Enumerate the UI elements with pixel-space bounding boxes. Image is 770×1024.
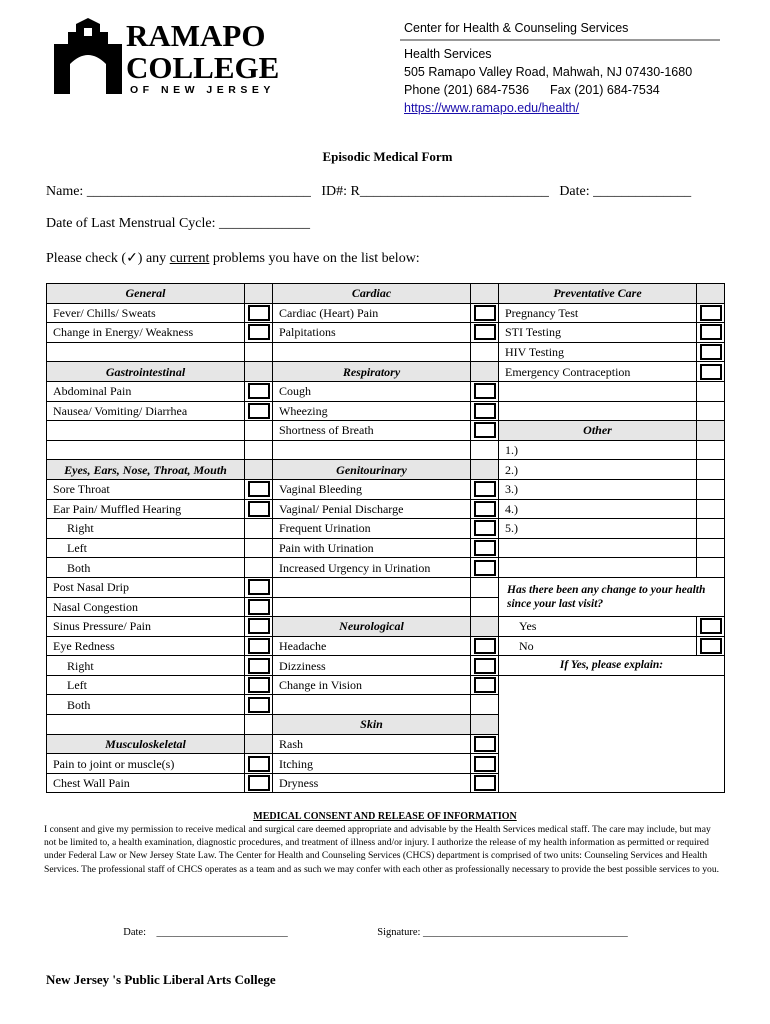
empty-cell: [697, 381, 725, 401]
form-title: Episodic Medical Form: [322, 149, 453, 164]
logo-line-2: COLLEGE: [126, 50, 280, 85]
symptom-label: Left: [47, 675, 245, 695]
gray-cell: [245, 734, 273, 754]
consent-body: I consent and give my permission to receive medical and surgical care deemed appropriate and advisable by the Health Services medical staff. The care may include, but may not be limited to, a health examination, diagnostic procedures, and treatment of illness and/or injury. I authorize the release of my health information as permitted or required under Federal Law or New Jersey State Law. The Center for Health and Counseling Services (CHCS) department is comprised of two units: Counseling Services and Health Services. The professional staff of CHCS operates as a team and as such we may confer with each other as professionally necessary to provide the best possible services to you.: [44, 824, 720, 875]
symptom-label: STI Testing: [499, 323, 697, 343]
checkbox[interactable]: [474, 305, 496, 321]
table-row: [47, 440, 725, 460]
section-heading: Eyes, Ears, Nose, Throat, Mouth: [47, 460, 245, 480]
checkbox-cell[interactable]: [245, 479, 273, 499]
checkbox[interactable]: [248, 697, 270, 713]
symptom-label: Both: [47, 558, 245, 578]
table-row: [47, 499, 725, 519]
symptom-label: [273, 695, 471, 715]
checkbox[interactable]: [248, 481, 270, 497]
symptom-label: Post Nasal Drip: [47, 577, 245, 597]
empty-cell: [697, 558, 725, 578]
checkbox-cell[interactable]: [471, 519, 499, 539]
gray-cell: [245, 362, 273, 382]
checkbox-cell[interactable]: [245, 636, 273, 656]
symptom-label: If Yes, please explain:: [499, 656, 725, 676]
table-row: [47, 362, 725, 382]
empty-cell: [697, 538, 725, 558]
empty-cell: [697, 401, 725, 421]
symptom-label: Sinus Pressure/ Pain: [47, 617, 245, 637]
section-heading: Other: [499, 421, 697, 441]
symptom-label: Shortness of Breath: [273, 421, 471, 441]
table-row: [47, 284, 725, 304]
checkbox[interactable]: [474, 520, 496, 536]
header-block: [404, 45, 692, 117]
checkbox[interactable]: [474, 756, 496, 772]
checkbox-cell[interactable]: [697, 617, 725, 637]
gray-cell: [697, 421, 725, 441]
checkbox[interactable]: [248, 756, 270, 772]
section-heading: Gastrointestinal: [47, 362, 245, 382]
checkbox-cell[interactable]: [245, 695, 273, 715]
lmp-line[interactable]: Date of Last Menstrual Cycle: _____________: [46, 216, 311, 231]
checkbox[interactable]: [474, 658, 496, 674]
empty-cell: [697, 519, 725, 539]
logo-line-3: OF NEW JERSEY: [130, 84, 275, 96]
empty-cell: [471, 577, 499, 597]
checkbox-cell[interactable]: [245, 323, 273, 343]
table-row: [47, 675, 725, 695]
checkbox-cell[interactable]: [245, 381, 273, 401]
symptom-label: [273, 597, 471, 617]
gray-cell: [471, 460, 499, 480]
table-row: [47, 381, 725, 401]
gray-cell: [471, 715, 499, 735]
checkbox-cell[interactable]: [245, 401, 273, 421]
symptom-label: [499, 558, 697, 578]
checkbox[interactable]: [700, 324, 722, 340]
phone-fax: [404, 81, 692, 99]
empty-cell: [245, 538, 273, 558]
symptom-label: Palpitations: [273, 323, 471, 343]
date-label: Date:: [123, 927, 146, 938]
section-heading: Respiratory: [273, 362, 471, 382]
table-row: [47, 421, 725, 441]
checkbox[interactable]: [474, 560, 496, 576]
checkbox[interactable]: [474, 324, 496, 340]
checkbox-cell[interactable]: [471, 381, 499, 401]
date-field[interactable]: _________________________: [156, 927, 288, 938]
checkbox[interactable]: [248, 775, 270, 791]
symptom-label: Pain with Urination: [273, 538, 471, 558]
checkbox[interactable]: [248, 638, 270, 654]
checkbox-cell[interactable]: [697, 303, 725, 323]
section-heading: Neurological: [273, 617, 471, 637]
empty-cell: [245, 558, 273, 578]
checkbox-cell[interactable]: [697, 636, 725, 656]
checkbox[interactable]: [248, 599, 270, 615]
table-row: [47, 401, 725, 421]
symptom-label: Right: [47, 519, 245, 539]
symptom-label: Dryness: [273, 773, 471, 793]
symptom-label: Pregnancy Test: [499, 303, 697, 323]
checkbox-cell[interactable]: [245, 577, 273, 597]
checkbox[interactable]: [700, 364, 722, 380]
dept-name: Health Services: [404, 47, 492, 61]
symptom-label: Has there been any change to your health since your last visit?: [499, 577, 725, 616]
checkbox[interactable]: [700, 305, 722, 321]
checkbox-cell[interactable]: [245, 499, 273, 519]
symptom-label: Vaginal/ Penial Discharge: [273, 499, 471, 519]
table-row: [47, 636, 725, 656]
checkbox-cell[interactable]: [697, 323, 725, 343]
checkbox[interactable]: [700, 344, 722, 360]
fax: Fax (201) 684-7534: [549, 83, 660, 97]
symptom-label: [499, 381, 697, 401]
symptom-label: Itching: [273, 754, 471, 774]
symptom-label: Increased Urgency in Urination: [273, 558, 471, 578]
symptom-label: [47, 421, 245, 441]
checkbox[interactable]: [248, 658, 270, 674]
checkbox-cell[interactable]: [471, 323, 499, 343]
empty-cell: [697, 460, 725, 480]
checkbox[interactable]: [248, 501, 270, 517]
symptom-label: 5.): [499, 519, 697, 539]
gray-cell: [471, 284, 499, 304]
checkbox-cell[interactable]: [245, 773, 273, 793]
section-heading: Preventative Care: [499, 284, 697, 304]
checkbox[interactable]: [474, 481, 496, 497]
table-row: [47, 519, 725, 539]
table-row: [47, 656, 725, 676]
symptom-label: Cardiac (Heart) Pain: [273, 303, 471, 323]
checkbox[interactable]: [248, 403, 270, 419]
gray-cell: [471, 617, 499, 637]
checkbox[interactable]: [474, 422, 496, 438]
symptom-label: Rash: [273, 734, 471, 754]
symptom-label: Change in Vision: [273, 675, 471, 695]
signature-label: Signature:: [377, 927, 421, 938]
symptom-label: Left: [47, 538, 245, 558]
symptom-table: [46, 283, 725, 793]
gray-cell: [245, 460, 273, 480]
checkbox-cell[interactable]: [471, 479, 499, 499]
table-row: [47, 538, 725, 558]
gray-cell: [471, 362, 499, 382]
symptom-label: No: [499, 636, 697, 656]
symptom-label: Cough: [273, 381, 471, 401]
checkbox[interactable]: [248, 618, 270, 634]
symptom-label: 4.): [499, 499, 697, 519]
symptom-label: Emergency Contraception: [499, 362, 697, 382]
checkbox[interactable]: [700, 638, 722, 654]
checkbox-cell[interactable]: [471, 401, 499, 421]
checkbox[interactable]: [248, 383, 270, 399]
gray-cell: [697, 284, 725, 304]
checkbox-cell[interactable]: [471, 656, 499, 676]
signature-field[interactable]: _______________________________________: [423, 927, 628, 938]
checkbox[interactable]: [474, 638, 496, 654]
symptom-label: Nasal Congestion: [47, 597, 245, 617]
symptom-label: 2.): [499, 460, 697, 480]
table-row: [47, 303, 725, 323]
empty-cell: [471, 695, 499, 715]
table-row: [47, 479, 725, 499]
checkbox-cell[interactable]: [471, 421, 499, 441]
checkbox-cell[interactable]: [471, 303, 499, 323]
empty-cell: [471, 342, 499, 362]
explain-field[interactable]: [499, 675, 725, 793]
center-name: Center for Health & Counseling Services: [404, 21, 629, 35]
footer-tagline: New Jersey 's Public Liberal Arts College: [46, 972, 276, 987]
checkbox-cell[interactable]: [471, 558, 499, 578]
table-row: [47, 323, 725, 343]
checkbox[interactable]: [248, 305, 270, 321]
checkbox-cell[interactable]: [245, 617, 273, 637]
phone: Phone (201) 684-7536: [404, 83, 530, 97]
symptom-label: [273, 440, 471, 460]
symptom-label: Chest Wall Pain: [47, 773, 245, 793]
gray-cell: [245, 284, 273, 304]
section-heading: Skin: [273, 715, 471, 735]
symptom-label: Right: [47, 656, 245, 676]
symptom-label: HIV Testing: [499, 342, 697, 362]
empty-cell: [245, 519, 273, 539]
section-heading: Musculoskeletal: [47, 734, 245, 754]
symptom-label: Eye Redness: [47, 636, 245, 656]
checkbox-cell[interactable]: [697, 362, 725, 382]
checkbox-cell[interactable]: [471, 675, 499, 695]
symptom-label: Fever/ Chills/ Sweats: [47, 303, 245, 323]
symptom-label: Nausea/ Vomiting/ Diarrhea: [47, 401, 245, 421]
table-row: [47, 577, 725, 597]
checkbox-cell[interactable]: [471, 538, 499, 558]
symptom-label: [47, 715, 245, 735]
consent-signature: [372, 916, 628, 938]
consent-title: MEDICAL CONSENT AND RELEASE OF INFORMATION: [253, 811, 517, 822]
symptom-label: Dizziness: [273, 656, 471, 676]
website-link[interactable]: https://www.ramapo.edu/health/: [404, 101, 580, 115]
header-rule: [400, 39, 720, 41]
checkbox[interactable]: [248, 324, 270, 340]
symptom-label: Wheezing: [273, 401, 471, 421]
symptom-label: 3.): [499, 479, 697, 499]
address: 505 Ramapo Valley Road, Mahwah, NJ 07430-1680: [404, 65, 693, 79]
checkbox[interactable]: [248, 677, 270, 693]
checkbox-cell[interactable]: [245, 675, 273, 695]
checkbox[interactable]: [474, 775, 496, 791]
college-logo: [50, 16, 280, 98]
checkbox[interactable]: [474, 403, 496, 419]
empty-cell: [245, 440, 273, 460]
empty-cell: [245, 342, 273, 362]
symptom-label: [273, 342, 471, 362]
symptom-label: Frequent Urination: [273, 519, 471, 539]
symptom-label: [499, 538, 697, 558]
checkbox[interactable]: [474, 736, 496, 752]
symptom-label: 1.): [499, 440, 697, 460]
checkbox[interactable]: [474, 540, 496, 556]
checkbox-cell[interactable]: [471, 773, 499, 793]
symptom-label: Both: [47, 695, 245, 715]
section-heading: Cardiac: [273, 284, 471, 304]
empty-cell: [471, 597, 499, 617]
consent-date: [118, 916, 288, 938]
checkbox-cell[interactable]: [471, 734, 499, 754]
logo-line-1: RAMAPO: [126, 18, 266, 53]
symptom-label: Sore Throat: [47, 479, 245, 499]
symptom-label: [273, 577, 471, 597]
symptom-label: Change in Energy/ Weakness: [47, 323, 245, 343]
checkbox[interactable]: [474, 383, 496, 399]
checkbox-cell[interactable]: [245, 597, 273, 617]
check-instruction: Please check (✓) any current problems you have on the list below:: [46, 251, 420, 266]
table-row: [47, 617, 725, 637]
symptom-label: [47, 440, 245, 460]
checkbox[interactable]: [700, 618, 722, 634]
checkbox-cell[interactable]: [245, 656, 273, 676]
gate-icon: [50, 16, 126, 96]
checkbox-cell[interactable]: [697, 342, 725, 362]
table-row: [47, 342, 725, 362]
symptom-label: Abdominal Pain: [47, 381, 245, 401]
table-row: [47, 558, 725, 578]
empty-cell: [245, 421, 273, 441]
checkbox-cell[interactable]: [471, 636, 499, 656]
checkbox-cell[interactable]: [471, 754, 499, 774]
checkbox[interactable]: [248, 579, 270, 595]
symptom-label: Headache: [273, 636, 471, 656]
empty-cell: [697, 479, 725, 499]
empty-cell: [697, 440, 725, 460]
checkbox[interactable]: [474, 501, 496, 517]
table-row: [47, 460, 725, 480]
symptom-label: Vaginal Bleeding: [273, 479, 471, 499]
empty-cell: [471, 440, 499, 460]
checkbox[interactable]: [474, 677, 496, 693]
checkbox-cell[interactable]: [245, 754, 273, 774]
symptom-label: [47, 342, 245, 362]
checkbox-cell[interactable]: [245, 303, 273, 323]
section-heading: General: [47, 284, 245, 304]
empty-cell: [697, 499, 725, 519]
symptom-label: Ear Pain/ Muffled Hearing: [47, 499, 245, 519]
symptom-label: Yes: [499, 617, 697, 637]
name-id-date-line[interactable]: Name: ________________________________ ID#: R___________________________ Date: ______________: [46, 184, 692, 199]
checkbox-cell[interactable]: [471, 499, 499, 519]
symptom-label: Pain to joint or muscle(s): [47, 754, 245, 774]
section-heading: Genitourinary: [273, 460, 471, 480]
symptom-label: [499, 401, 697, 421]
empty-cell: [245, 715, 273, 735]
